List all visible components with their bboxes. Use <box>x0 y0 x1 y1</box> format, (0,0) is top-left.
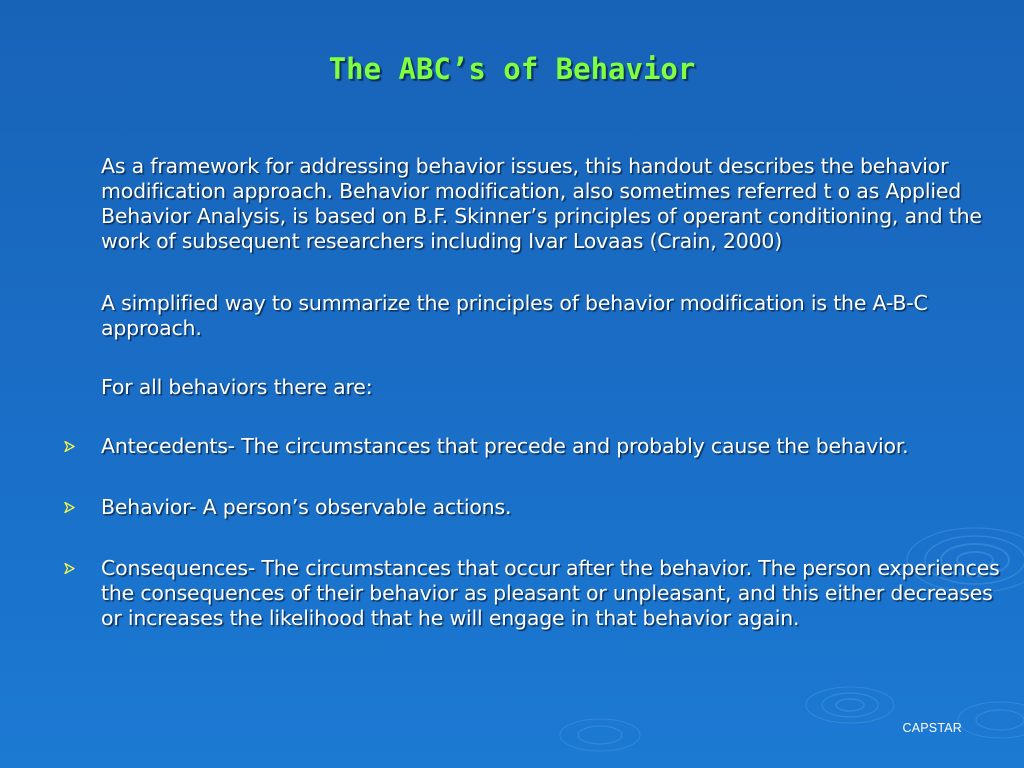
arrowhead-bullet-icon <box>64 502 75 513</box>
footer-label: CAPSTAR <box>902 721 962 735</box>
slide-body <box>0 154 1024 631</box>
slide-title: The ABC’s of Behavior <box>328 52 696 86</box>
lead-in-paragraph: For all behaviors there are: <box>101 375 373 399</box>
intro-paragraph: As a framework for addressing behavior issues, this handout describes the behavior modification approach. Behavior modification, also sometimes referred t o as Applied Behavior Analysis, is based on B.F. Skinner’s principles of operant conditioning, and the work of subsequent researchers including Ivar Lovaas (Crain, 2000) <box>101 154 982 253</box>
list-item-consequences <box>0 556 1000 631</box>
arrowhead-bullet-icon <box>64 441 75 452</box>
list-item-antecedents <box>0 434 1000 459</box>
arrowhead-bullet-icon <box>64 563 75 574</box>
list-item-text: Behavior- A person’s observable actions. <box>101 495 512 519</box>
list-item-text: Antecedents- The circumstances that precede and probably cause the behavior. <box>101 434 909 458</box>
list-item-behavior <box>0 495 1000 520</box>
list-item-text: Consequences- The circumstances that occur after the behavior. The person experiences the consequences of their behavior as pleasant or unpleasant, and this either decreases or increases the likelihood that he will engage in that behavior again. <box>101 556 1000 630</box>
summary-paragraph: A simplified way to summarize the principles of behavior modification is the A-B-C approach. <box>101 291 928 340</box>
